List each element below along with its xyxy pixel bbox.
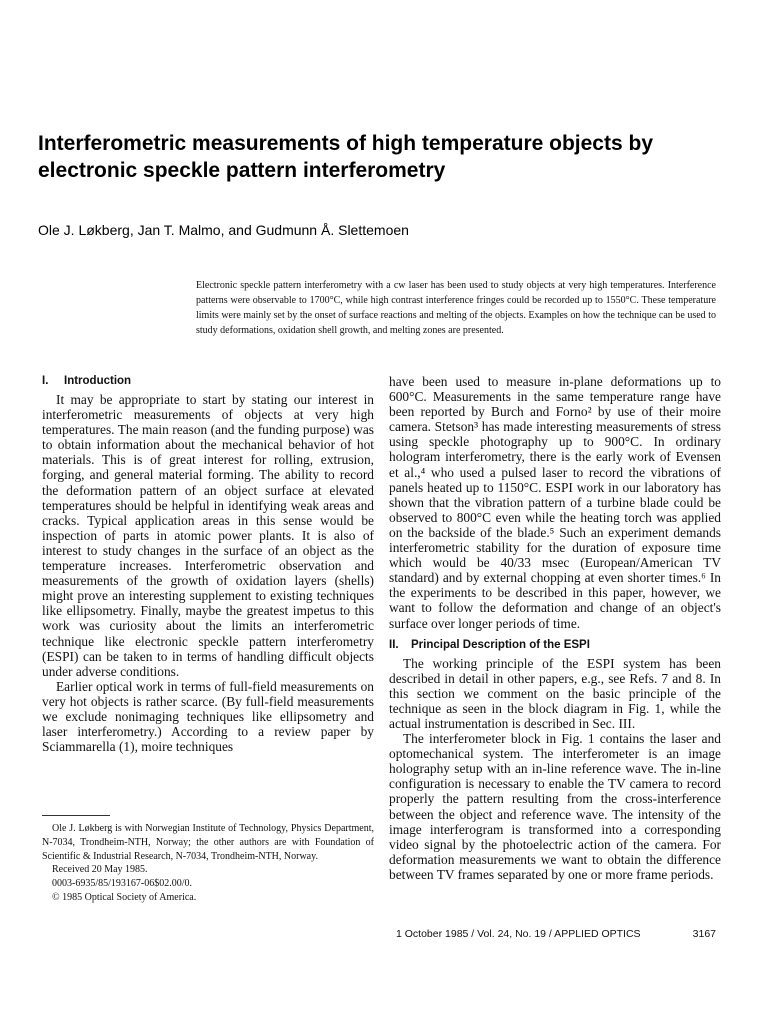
left-column	[42, 374, 374, 754]
body-paragraph: The working principle of the ESPI system has been described in detail in other papers, e.g., see Refs. 7 and 8. In this section we comment on the basic principle of the technique as seen in the block diagram in Fig. 1, while the actual instrumentation is described in Sec. III.	[389, 655, 721, 731]
continued-paragraph: have been used to measure in-plane deformations up to 600°C. Measurements in the same temperature range have been reported by Burch and Forno² by use of their moire camera. Stetson³ has made interesting measurements of stress using speckle photography up to 900°C. In ordinary hologram interferometry, there is the early work of Evensen et al.,⁴ who used a pulsed laser to record the vibrations of panels heated up to 1150°C. ESPI work in our laboratory has shown that the vibration pattern of a turbine blade could be observed to 800°C even while the heating torch was applied on the backside of the blade.⁵ Such an experiment demands interferometric stability for the duration of exposure time which would be 40/33 msec (European/American TV standard) and by external chopping at even shorter times.⁶ In the experiments to be described in this paper, however, we want to follow the deformation and change of an object's surface over longer periods of time.	[389, 374, 721, 631]
footnotes	[42, 822, 374, 905]
body-paragraph: It may be appropriate to start by stating our interest in interferometric measurements of objects at very high temperatures. The main reason (and the funding purpose) was to obtain information about the mechanical behavior of hot materials. This is of great interest for rolling, extrusion, forging, and general material forming. The ability to record the deformation pattern of an object surface at elevated temperatures should be helpful in identifying weak areas and cracks. Typical application areas in this sense would be inspection of parts in atomic power plants. It is also of interest to study changes in the surface of an object as the temperature increases. Interferometric observation and measurements of the growth of oxidation layers (shells) might prove an interesting supplement to existing techniques like ellipsometry. Finally, maybe the greatest impetus to this work was curiosity about the limits an interferometric technique like electronic speckle pattern interferometry (ESPI) can be taken to in terms of handling difficult objects under adverse conditions.	[42, 392, 374, 679]
footnote-divider	[42, 815, 110, 816]
copyright-notice: © 1985 Optical Society of America.	[52, 891, 197, 903]
page-number: 3167	[692, 928, 716, 940]
section-number: II.	[389, 638, 399, 651]
received-date: Received 20 May 1985.	[52, 864, 148, 876]
right-column	[389, 374, 721, 882]
section-heading-introduction	[42, 374, 374, 389]
affiliation-footnote: Ole J. Løkberg is with Norwegian Institute of Technology, Physics Department, N-7034, Trondheim-NTH, Norway; the other authors are with Foundation of Scientific & Industrial Research, N-7034, Trondheim-NTH, Norway.	[42, 823, 374, 862]
doi-code: 0003-6935/85/193167-06$02.00/0.	[52, 878, 192, 890]
paper-title: Interferometric measurements of high temperature objects by electronic speckle pattern interferometry	[38, 132, 653, 182]
section-title: Principal Description of the ESPI	[411, 638, 590, 651]
abstract: Electronic speckle pattern interferometry with a cw laser has been used to study objects at very high temperatures. Interference patterns were observable to 1700°C, while high contrast interference fringes could be recorded up to 1550°C. These temperature limits were mainly set by the onset of surface reactions and melting of the objects. Examples on how the technique can be used to study deformations, oxidation shell growth, and melting zones are presented.	[196, 280, 716, 337]
body-paragraph: The interferometer block in Fig. 1 contains the laser and optomechanical system. The interferometer is an image holography setup with an in-line reference wave. The in-line configuration is necessary to enable the TV camera to record properly the pattern resulting from the cross-interference between the object and reference wave. The intensity of the image interferogram is transformed into a corresponding video signal by the photoelectric action of the camera. For deformation measurements we want to obtain the difference between TV frames separated by one or more frame periods.	[389, 731, 721, 882]
section-heading-principal-description	[389, 638, 721, 653]
journal-citation: 1 October 1985 / Vol. 24, No. 19 / APPLIED OPTICS	[396, 928, 641, 940]
section-title: Introduction	[64, 375, 132, 387]
body-paragraph: Earlier optical work in terms of full-field measurements on very hot objects is rather scarce. (By full-field measurements we exclude nonimaging techniques like ellipsometry and laser interferometry.) According to a review paper by Sciammarella (1), moire techniques	[42, 678, 374, 755]
section-number: I.	[42, 375, 49, 387]
author-list: Ole J. Løkberg, Jan T. Malmo, and Gudmunn Å. Slettemoen	[38, 222, 409, 238]
